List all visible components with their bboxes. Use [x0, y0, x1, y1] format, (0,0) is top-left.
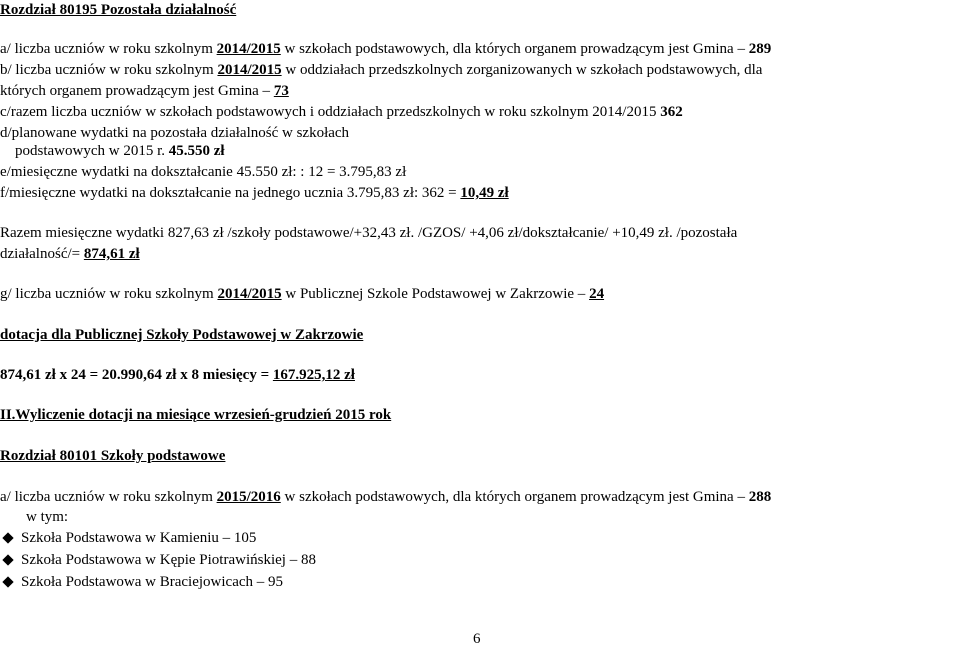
- item-d: d/planowane wydatki na pozostała działalność w szkołach: [0, 125, 350, 141]
- item-c: c/razem liczba uczniów w szkołach podstawowych i oddziałach przedszkolnych w roku szkolnym 2014/2015 362: [0, 104, 683, 120]
- diamond-bullet-icon: [2, 554, 13, 565]
- item-g: g/ liczba uczniów w roku szkolnym 2014/2015 w Publicznej Szkole Podstawowej w Zakrzowie – 24: [0, 286, 605, 302]
- diamond-bullet-icon: [2, 532, 13, 543]
- item-e: e/miesięczne wydatki na dokształcanie 45.550 zł: : 12 = 3.795,83 zł: [0, 164, 407, 180]
- school-list-item: Szkoła Podstawowa w Kamieniu – 105: [2, 529, 256, 547]
- diamond-bullet-icon: [2, 576, 13, 587]
- item-f: f/miesięczne wydatki na dokształcanie na jednego ucznia 3.795,83 zł: 362 = 10,49 zł: [0, 185, 509, 201]
- item-a: a/ liczba uczniów w roku szkolnym 2014/2015 w szkołach podstawowych, dla których organem prowadzącym jest Gmina – 289: [0, 41, 772, 57]
- school-list-item: Szkoła Podstawowa w Braciejowicach – 95: [2, 573, 283, 591]
- subsidy-calculation: 874,61 zł x 24 = 20.990,64 zł x 8 miesięcy = 167.925,12 zł: [0, 367, 355, 383]
- item-b-cont: których organem prowadzącym jest Gmina – 73: [0, 83, 289, 99]
- section-heading: Rozdział 80195 Pozostała działalność: [0, 2, 237, 18]
- item-a2: a/ liczba uczniów w roku szkolnym 2015/2016 w szkołach podstawowych, dla których organem prowadzącym jest Gmina – 288: [0, 489, 772, 505]
- page-number: 6: [473, 631, 481, 647]
- section-heading-2: Rozdział 80101 Szkoły podstawowe: [0, 448, 226, 464]
- subsidy-heading: dotacja dla Publicznej Szkoły Podstawowej w Zakrzowie: [0, 327, 364, 343]
- school-list-item: Szkoła Podstawowa w Kępie Piotrawińskiej – 88: [2, 551, 316, 569]
- item-b: b/ liczba uczniów w roku szkolnym 2014/2015 w oddziałach przedszkolnych zorganizowanych w szkołach podstawowych, dla: [0, 62, 763, 78]
- including-label: w tym:: [26, 509, 69, 525]
- total-line-cont: działalność/= 874,61 zł: [0, 246, 140, 262]
- section-ii-heading: II.Wyliczenie dotacji na miesiące wrzesień-grudzień 2015 rok: [0, 407, 392, 423]
- item-d-cont: podstawowych w 2015 r. 45.550 zł: [15, 143, 225, 159]
- total-line: Razem miesięczne wydatki 827,63 zł /szkoły podstawowe/+32,43 zł. /GZOS/ +4,06 zł/dokształcanie/ +10,49 zł. /pozostała: [0, 225, 738, 241]
